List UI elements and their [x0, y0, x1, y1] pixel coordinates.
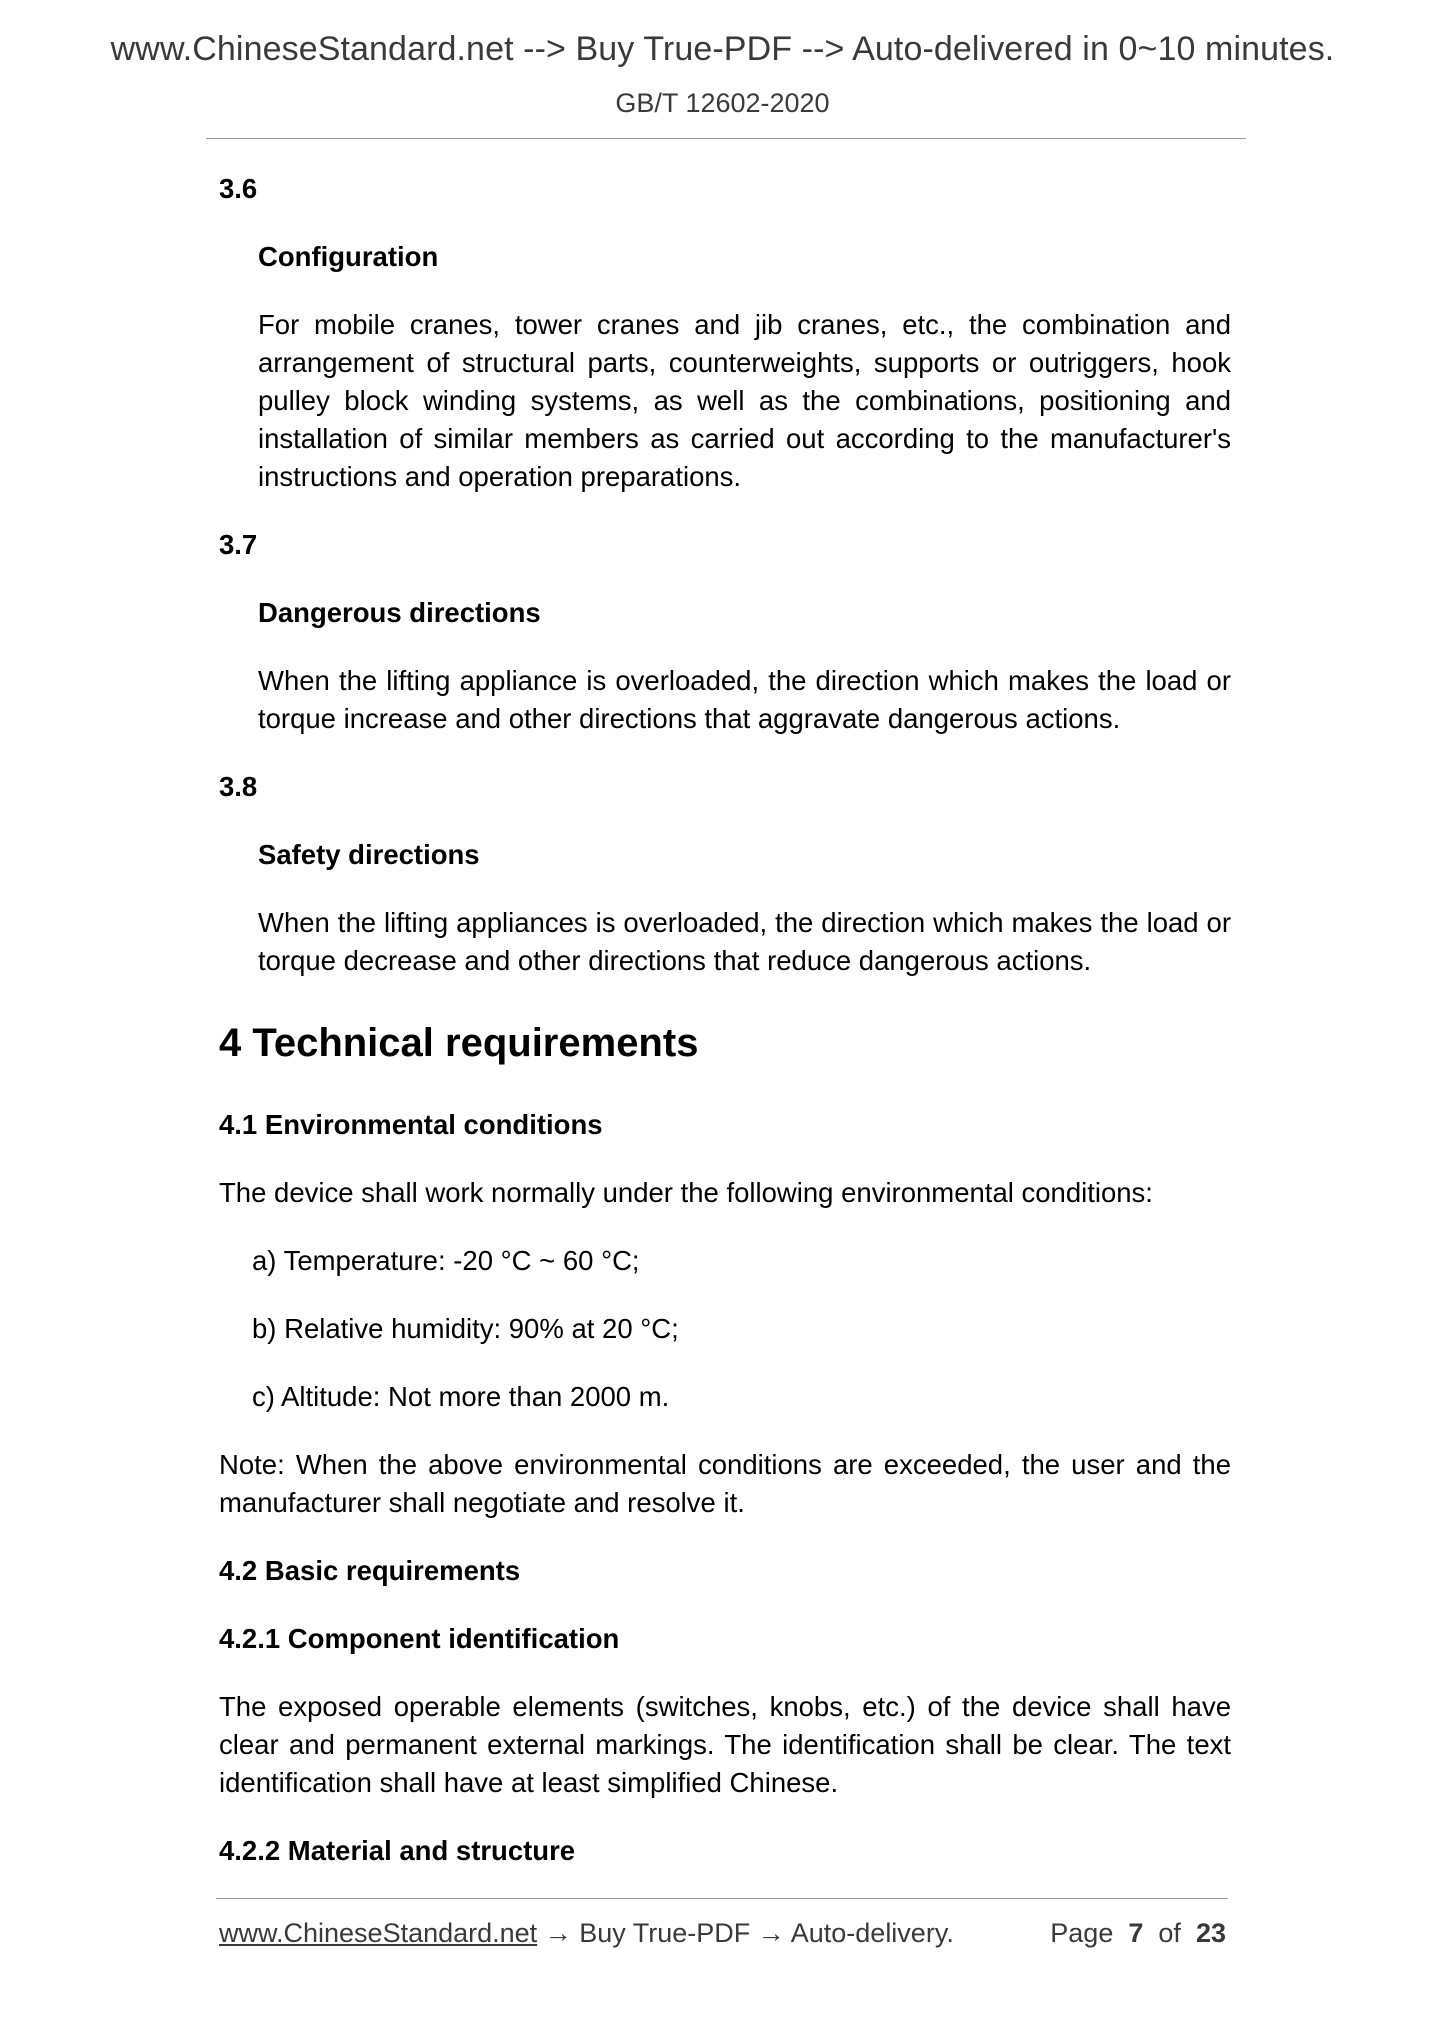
- note-paragraph: Note: When the above environmental conditions are exceeded, the user and the manufacturer shall negotiate and resolve it.: [219, 1449, 1231, 1518]
- page-total: 23: [1195, 1918, 1226, 1948]
- clause-definition: For mobile cranes, tower cranes and jib cranes, etc., the combination and arrangement of structural parts, counterweights, supports or outriggers, hook pulley block winding systems, as well as the combinations, positioning and installation of similar members as carried out according to the manufacturer's instructions and operation preparations.: [258, 309, 1231, 492]
- standard-code: GB/T 12602-2020: [615, 88, 830, 118]
- paragraph: The exposed operable elements (switches, knobs, etc.) of the device shall have clear and permanent external markings. The identification shall be clear. The text identification shall have at least simplified Chinese.: [219, 1691, 1231, 1798]
- document-body: [219, 170, 1231, 1900]
- clause-number: 3.8: [219, 771, 258, 802]
- section-heading: 4 Technical requirements: [219, 1021, 699, 1065]
- clause-3-6: [219, 170, 1231, 496]
- clause-term: Safety directions: [258, 839, 480, 870]
- page-of: of: [1158, 1918, 1181, 1948]
- header-divider: [206, 138, 1246, 139]
- page-current: 7: [1128, 1918, 1144, 1948]
- subsection-heading-4-1: 4.1 Environmental conditions: [219, 1109, 603, 1140]
- list-item: c) Altitude: Not more than 2000 m.: [252, 1381, 670, 1412]
- subsection-heading-4-2: 4.2 Basic requirements: [219, 1555, 521, 1586]
- clause-term: Configuration: [258, 241, 439, 272]
- list-item: b) Relative humidity: 90% at 20 °C;: [252, 1313, 679, 1344]
- subsection-heading-4-2-2: 4.2.2 Material and structure: [219, 1835, 576, 1866]
- footer-tagline: → Buy True-PDF → Auto-delivery.: [537, 1918, 954, 1948]
- clause-definition: When the lifting appliance is overloaded, the direction which makes the load or torque increase and other directions that aggravate dangerous actions.: [258, 665, 1231, 734]
- clause-number: 3.6: [219, 173, 258, 204]
- page-indicator: [1050, 1918, 1226, 1949]
- clause-number: 3.7: [219, 529, 258, 560]
- page-footer: [219, 1918, 1226, 1949]
- clause-term: Dangerous directions: [258, 597, 541, 628]
- site-banner: www.ChineseStandard.net --> Buy True-PDF --> Auto-delivered in 0~10 minutes.: [110, 30, 1335, 68]
- paragraph: The device shall work normally under the following environmental conditions:: [219, 1177, 1153, 1208]
- footer-left: [219, 1918, 954, 1949]
- clause-definition: When the lifting appliances is overloaded, the direction which makes the load or torque decrease and other directions that reduce dangerous actions.: [258, 907, 1231, 976]
- page-label: Page: [1050, 1918, 1114, 1948]
- clause-3-8: [219, 768, 1231, 980]
- site-link[interactable]: www.ChineseStandard.net: [219, 1918, 538, 1948]
- clause-3-7: [219, 526, 1231, 738]
- subsection-heading-4-2-1: 4.2.1 Component identification: [219, 1623, 620, 1654]
- footer-divider: [216, 1898, 1228, 1899]
- list-item: a) Temperature: -20 °C ~ 60 °C;: [252, 1245, 640, 1276]
